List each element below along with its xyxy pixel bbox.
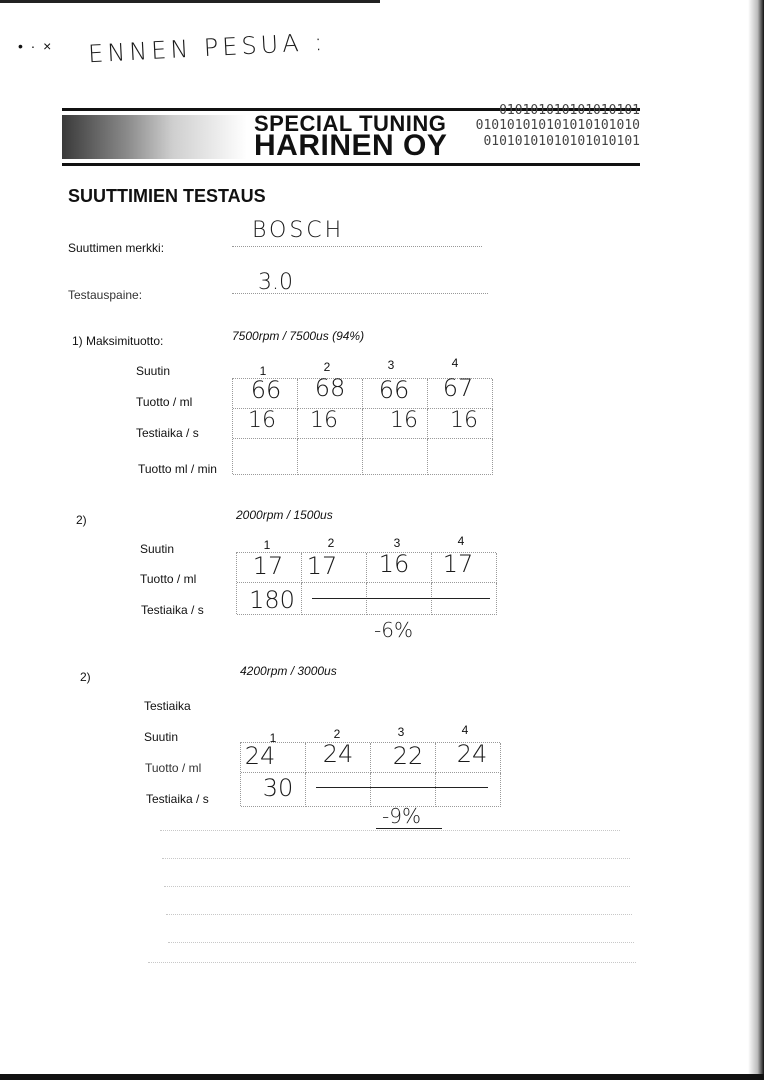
handwritten-header: ENNEN PESUA : xyxy=(87,27,327,69)
s3-note: -9% xyxy=(382,804,421,828)
s3-row-suutin: Suutin xyxy=(144,730,179,744)
s1-tuotto-2: 68 xyxy=(314,374,346,402)
s1-row-testiaika: Testiaika / s xyxy=(136,426,199,440)
ruled-line-3 xyxy=(164,886,630,887)
s3-tuotto-3: 22 xyxy=(392,742,424,770)
section1-label: 1) Maksimituotto: xyxy=(72,334,164,348)
ruled-line-5 xyxy=(168,942,634,943)
s3-dash-line xyxy=(316,787,488,788)
s1-testiaika-1: 16 xyxy=(248,408,276,433)
s1-col-3: 3 xyxy=(387,358,395,372)
bullet-marks: • · × xyxy=(18,38,52,54)
s3-tuotto-4: 24 xyxy=(456,740,488,768)
s1-col-2: 2 xyxy=(323,360,331,374)
s1-row-suutin: Suutin xyxy=(136,364,171,378)
s2-row-tuotto: Tuotto / ml xyxy=(140,572,197,586)
s2-col-4: 4 xyxy=(457,534,465,548)
section2-label: 2) xyxy=(76,513,87,527)
logo-binary-1: 010101010101010101 xyxy=(499,103,640,118)
pressure-label: Testauspaine: xyxy=(68,288,143,302)
logo-binary-3: 01010101010101010101 xyxy=(483,134,640,149)
section1-condition: 7500rpm / 7500us (94%) xyxy=(232,329,365,343)
ruled-line-2 xyxy=(162,858,630,859)
s1-testiaika-3: 16 xyxy=(390,408,418,433)
brand-line xyxy=(232,246,482,247)
s3-tuotto-1: 24 xyxy=(244,742,276,770)
s3-row-testiaika-top: Testiaika xyxy=(144,699,191,713)
s3-col-2: 2 xyxy=(333,727,341,741)
s2-col-3: 3 xyxy=(393,536,401,550)
section3-label: 2) xyxy=(80,670,91,684)
ruled-line-4 xyxy=(166,914,632,915)
s3-tuotto-2: 24 xyxy=(322,740,354,768)
scan-edge-top xyxy=(0,0,380,3)
s1-col-1: 1 xyxy=(259,364,267,378)
s3-row-testiaika: Testiaika / s xyxy=(146,792,209,806)
s2-testiaika-value: 180 xyxy=(249,586,295,614)
s3-col-3: 3 xyxy=(397,725,405,739)
s1-tuotto-4: 67 xyxy=(442,374,474,402)
s1-col-4: 4 xyxy=(451,356,459,370)
s2-dash-line xyxy=(312,598,490,599)
s2-tuotto-3: 16 xyxy=(378,550,410,578)
s1-row-tuotto: Tuotto / ml xyxy=(136,395,193,409)
s3-col-1: 1 xyxy=(269,731,277,745)
section2-condition: 2000rpm / 1500us xyxy=(236,508,333,522)
s2-tuotto-2: 17 xyxy=(306,552,338,580)
scan-edge-bottom xyxy=(0,1074,764,1080)
logo-banner xyxy=(62,103,640,166)
s2-tuotto-4: 17 xyxy=(442,550,474,578)
brand-label: Suuttimen merkki: xyxy=(68,241,165,255)
s1-tuotto-1: 66 xyxy=(250,376,282,404)
brand-value: BOSCH xyxy=(252,218,345,243)
s3-col-4: 4 xyxy=(461,723,469,737)
s2-row-testiaika: Testiaika / s xyxy=(141,603,204,617)
section3-condition: 4200rpm / 3000us xyxy=(240,664,337,678)
logo-photo xyxy=(62,115,247,159)
s2-tuotto-1: 17 xyxy=(252,552,284,580)
page-title: SUUTTIMIEN TESTAUS xyxy=(68,186,266,206)
s2-row-suutin: Suutin xyxy=(140,542,175,556)
pressure-value: 3.0 xyxy=(258,270,293,295)
s1-row-ml-min: Tuotto ml / min xyxy=(138,462,217,476)
s2-col-2: 2 xyxy=(327,536,335,550)
scan-edge-right xyxy=(748,0,764,1080)
s3-row-tuotto: Tuotto / ml xyxy=(145,761,202,775)
logo-line2: HARINEN OY xyxy=(254,129,448,162)
s2-col-1: 1 xyxy=(263,538,271,552)
logo-binary-2: 010101010101010101010 xyxy=(475,118,640,133)
s3-testiaika-value: 30 xyxy=(262,774,294,802)
s1-testiaika-2: 16 xyxy=(310,408,338,433)
ruled-line-1 xyxy=(160,830,620,831)
s2-note: -6% xyxy=(374,618,413,642)
logo-line1: SPECIAL TUNING xyxy=(254,111,447,136)
s3-note-underline xyxy=(376,828,442,829)
s1-testiaika-4: 16 xyxy=(450,408,478,433)
s1-tuotto-3: 66 xyxy=(378,376,410,404)
ruled-line-6 xyxy=(148,962,636,963)
